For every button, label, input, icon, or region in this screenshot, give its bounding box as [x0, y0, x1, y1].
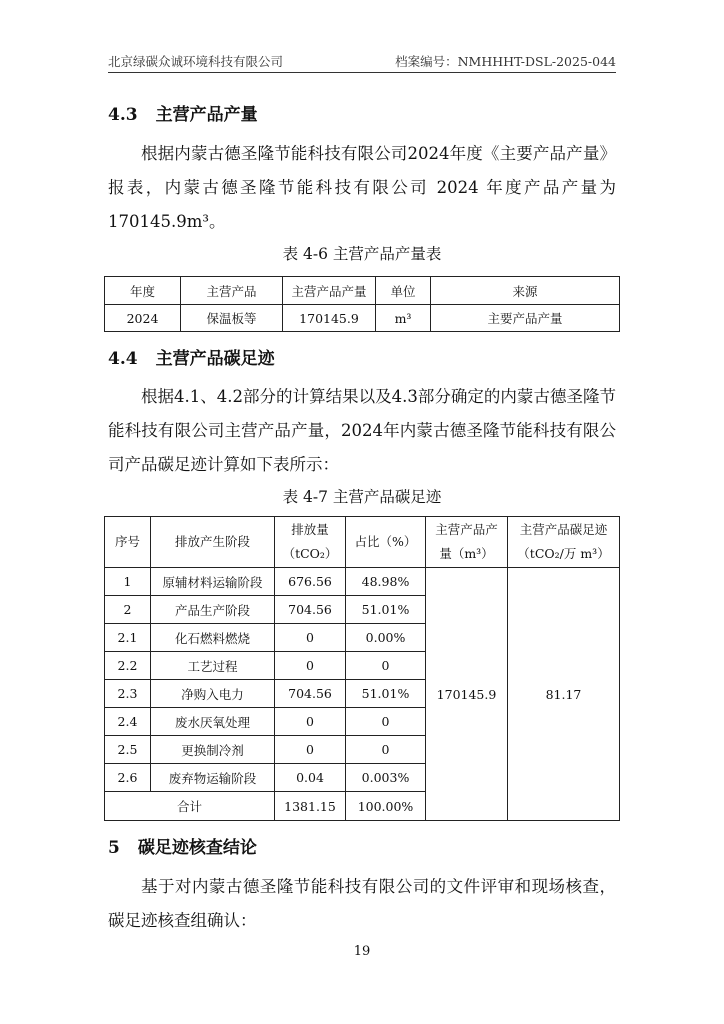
section-number: 4.3: [108, 105, 138, 125]
cell: 2.1: [105, 624, 151, 652]
cell: 0: [275, 736, 346, 764]
header-cell: 年度: [105, 277, 181, 305]
header-cell: 主营产品产量: [283, 277, 376, 305]
cell: 0: [275, 708, 346, 736]
cell: 0: [346, 652, 426, 680]
header-cell: 主营产品: [181, 277, 283, 305]
cell: 0: [346, 708, 426, 736]
cell: 0.04: [275, 764, 346, 792]
company-name: 北京绿碳众诚环境科技有限公司: [108, 54, 284, 69]
footprint-cell: 81.17: [508, 568, 620, 821]
header-cell: 排放量（tCO₂）: [275, 517, 346, 568]
section-4-3-heading: [108, 100, 276, 125]
cell: 2.5: [105, 736, 151, 764]
cell: 170145.9: [283, 305, 376, 332]
cell: 化石燃料燃烧: [151, 624, 275, 652]
cell: 2.3: [105, 680, 151, 708]
cell: 净购入电力: [151, 680, 275, 708]
cell: 原辅材料运输阶段: [151, 568, 275, 596]
section-5-paragraph: 基于对内蒙古德圣隆节能科技有限公司的文件评审和现场核查，碳足迹核查组确认：: [108, 877, 616, 930]
cell: 1: [105, 568, 151, 596]
production-cell: 170145.9: [426, 568, 508, 821]
cell: 2.6: [105, 764, 151, 792]
cell: 废水厌氧处理: [151, 708, 275, 736]
cell: 676.56: [275, 568, 346, 596]
section-4-4-paragraph: 根据4.1、4.2部分的计算结果以及4.3部分确定的内蒙古德圣隆节能科技有限公司主营产品产量，2024年内蒙古德圣隆节能科技有限公司产品碳足迹计算如下表所示：: [108, 387, 616, 474]
cell: 704.56: [275, 680, 346, 708]
cell: 0.00%: [346, 624, 426, 652]
total-share: 100.00%: [346, 792, 426, 821]
cell: 704.56: [275, 596, 346, 624]
cell: 工艺过程: [151, 652, 275, 680]
section-number: 4.4: [108, 349, 138, 369]
cell: 2: [105, 596, 151, 624]
header-cell: 主营产品碳足迹（tCO₂/万 m³）: [508, 517, 620, 568]
cell: 0: [275, 652, 346, 680]
table-4-7: [104, 516, 620, 821]
header-cell: 序号: [105, 517, 151, 568]
cell: 产品生产阶段: [151, 596, 275, 624]
table-4-7-caption: 表 4-7 主营产品碳足迹: [282, 488, 442, 506]
section-title: 主营产品碳足迹: [155, 349, 275, 369]
header-cell: 主营产品产量（m³）: [426, 517, 508, 568]
table-4-6-caption: 表 4-6 主营产品产量表: [282, 245, 442, 263]
section-title: 主营产品产量: [155, 105, 258, 125]
header-cell: 排放产生阶段: [151, 517, 275, 568]
total-emission: 1381.15: [275, 792, 346, 821]
section-5-heading: [108, 833, 275, 858]
table-row: [105, 568, 620, 596]
cell: 2.4: [105, 708, 151, 736]
cell: 保温板等: [181, 305, 283, 332]
cell: 废弃物运输阶段: [151, 764, 275, 792]
cell: 2.2: [105, 652, 151, 680]
section-4-4-heading: [108, 344, 293, 369]
cell: 51.01%: [346, 680, 426, 708]
cell: 主要产品产量: [431, 305, 620, 332]
cell: 2024: [105, 305, 181, 332]
section-number: 5: [108, 838, 120, 858]
doc-number: 档案编号：NMHHHT-DSL-2025-044: [395, 54, 616, 69]
table-4-6: [104, 276, 620, 332]
header-cell: 来源: [431, 277, 620, 305]
header-cell: 单位: [376, 277, 431, 305]
table-row: [105, 305, 620, 332]
table-header-row: [105, 277, 620, 305]
cell: 0: [346, 736, 426, 764]
cell: 0.003%: [346, 764, 426, 792]
total-label: 合计: [105, 792, 275, 821]
table-header-row: [105, 517, 620, 568]
page-header: [108, 50, 616, 73]
cell: 更换制冷剂: [151, 736, 275, 764]
cell: m³: [376, 305, 431, 332]
header-cell: 占比（%）: [346, 517, 426, 568]
section-4-3-paragraph: 根据内蒙古德圣隆节能科技有限公司2024年度《主要产品产量》报表，内蒙古德圣隆节能科技有限公司 2024 年度产品产量为170145.9m³。: [108, 144, 616, 231]
page-number: 19: [353, 944, 371, 959]
section-title: 碳足迹核查结论: [137, 838, 257, 858]
cell: 0: [275, 624, 346, 652]
cell: 51.01%: [346, 596, 426, 624]
cell: 48.98%: [346, 568, 426, 596]
